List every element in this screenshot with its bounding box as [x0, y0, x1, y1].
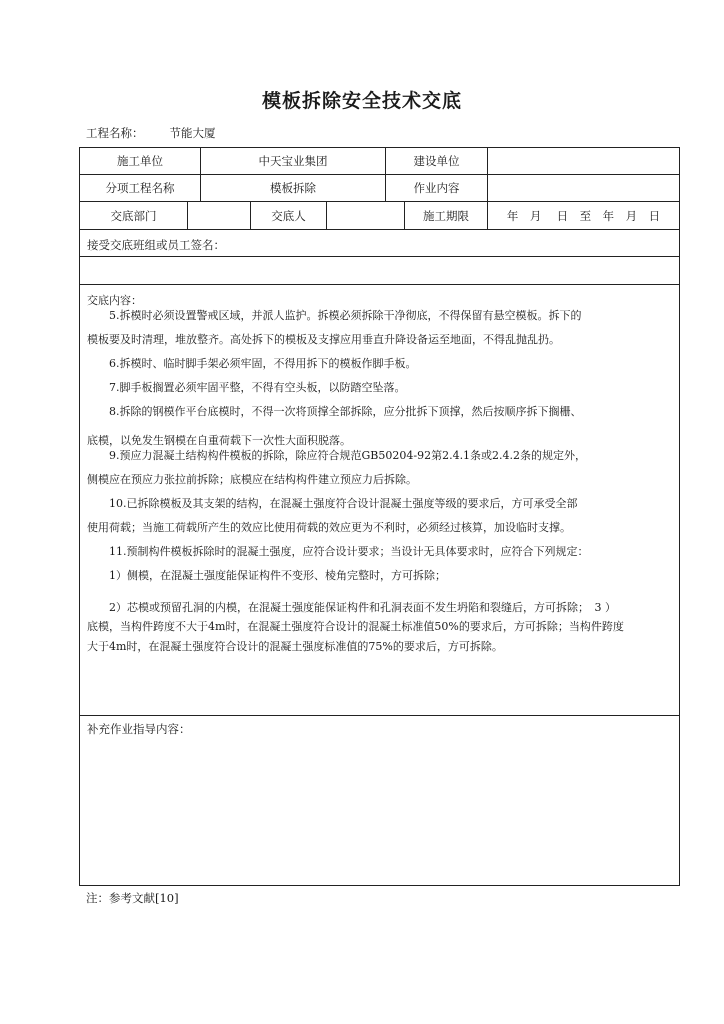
label-handover-department: 交底部门 [80, 202, 188, 229]
content-line: 9.预应力混凝土结构构件模板的拆除，除应符合规范GB50204-92第2.4.1条或2.4.2条的规定外， [109, 449, 587, 462]
project-name-label: 工程名称： [86, 126, 144, 140]
table-row-department [80, 202, 679, 230]
table-row-construction-unit [80, 148, 679, 175]
content-line: 10.已拆除模板及其支架的结构，在混凝土强度符合设计混凝土强度等级的要求后，方可承受全部 [109, 497, 578, 510]
content-line: 底模，当构件跨度不大于4m时，在混凝土强度符合设计的混凝土标准值50%的要求后，方可拆除；当构件跨度 [87, 620, 624, 633]
signature-label: 接受交底班组或员工签名： [87, 238, 225, 252]
content-line: 11.预制构件模板拆除时的混凝土强度，应符合设计要求；当设计无具体要求时，应符合下列规定： [109, 545, 589, 558]
value-construction-unit: 中天宝业集团 [201, 148, 386, 174]
handover-form-table [79, 147, 680, 886]
value-handover-department [188, 202, 251, 229]
label-owner-unit: 建设单位 [386, 148, 488, 174]
content-line: 6.拆模时、临时脚手架必须牢固，不得用拆下的模板作脚手板。 [109, 357, 417, 370]
label-construction-period: 施工期限 [405, 202, 488, 229]
handover-content-section [80, 285, 679, 716]
content-line: 8.拆除的钢模作平台底模时，不得一次将顶撑全部拆除，应分批拆下顶撑，然后按顺序拆下搁栅、 [109, 405, 582, 418]
project-name-line [86, 125, 216, 141]
table-row-signature-blank [80, 257, 679, 285]
content-line: 大于4m时，在混凝土强度符合设计的混凝土强度标准值的75%的要求后，方可拆除。 [87, 640, 503, 653]
project-name-value: 节能大厦 [169, 126, 216, 140]
table-row-subproject [80, 175, 679, 202]
value-work-content [488, 175, 679, 201]
label-construction-unit: 施工单位 [80, 148, 201, 174]
label-handover-person: 交底人 [251, 202, 327, 229]
content-line: 模板要及时清理，堆放整齐。高处拆下的模板及支撑应用垂直升降设备运至地面，不得乱抛乱扔。 [87, 333, 560, 346]
content-line: 1）侧模，在混凝土强度能保证构件不变形、棱角完整时，方可拆除； [109, 569, 446, 582]
content-line: 使用荷载；当施工荷载所产生的效应比使用荷载的效应更为不利时，必须经过核算，加设临时支撑。 [87, 521, 571, 534]
label-work-content: 作业内容 [386, 175, 488, 201]
value-owner-unit [488, 148, 679, 174]
content-line: 2）芯模或预留孔洞的内模，在混凝土强度能保证构件和孔洞表面不发生坍陷和裂缝后，方可拆除； 3 ） [109, 601, 616, 614]
value-handover-person [327, 202, 405, 229]
table-row-signature [80, 230, 679, 257]
supplement-label: 补充作业指导内容： [87, 722, 191, 736]
content-line: 侧模应在预应力张拉前拆除；底模应在结构构件建立预应力后拆除。 [87, 473, 417, 486]
footnote: 注：参考文献[10] [86, 891, 179, 905]
content-line: 底模，以免发生钢模在自重荷载下一次性大面积脱落。 [87, 434, 351, 447]
label-subproject-name: 分项工程名称 [80, 175, 201, 201]
content-line: 5.拆模时必须设置警戒区域，并派人监护。拆模必须拆除干净彻底，不得保留有悬空模板。拆下的 [109, 309, 582, 322]
value-subproject-name: 模板拆除 [201, 175, 386, 201]
value-construction-period: 年 月 日 至 年 月 日 [506, 208, 661, 223]
content-label: 交底内容： [87, 294, 142, 307]
content-line: 7.脚手板搁置必须牢固平整，不得有空头板，以防踏空坠落。 [109, 381, 406, 394]
document-title: 模板拆除安全技术交底 [261, 90, 462, 112]
